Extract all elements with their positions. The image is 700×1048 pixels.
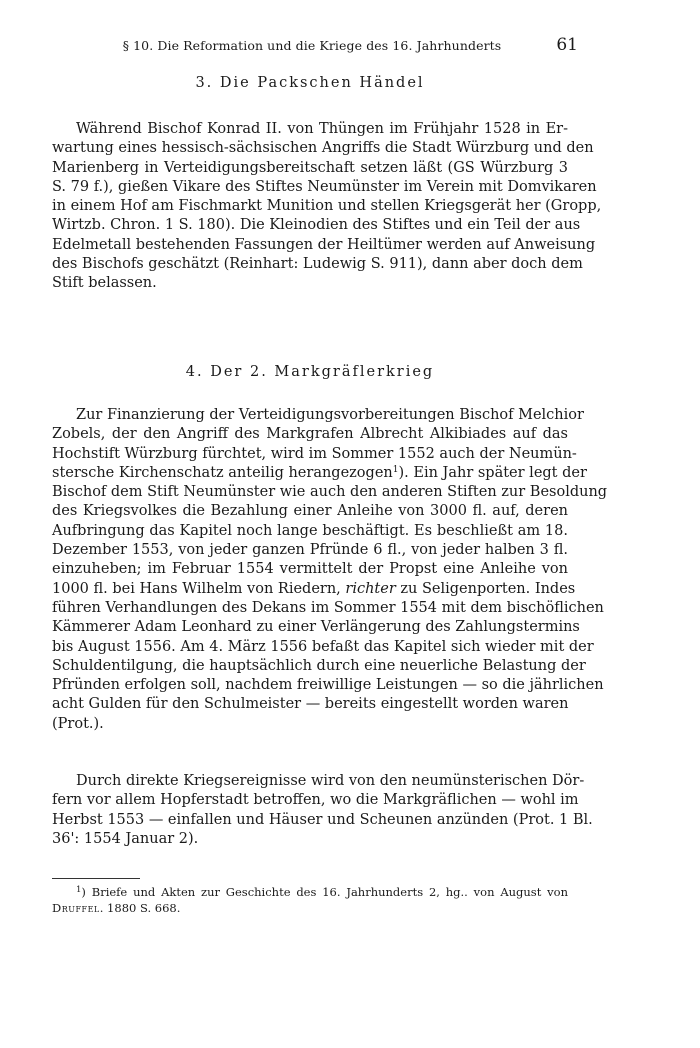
line-text: zu Seligenporten. Indes: [400, 580, 576, 597]
text-line: Marienberg in Verteidigungsbereitschaft setzen läßt (GS Würzburg 3: [52, 159, 568, 176]
text-line: einzuheben; im Februar 1554 vermittelt der Propst eine Anleihe von: [52, 561, 568, 578]
text-line: Kämmerer Adam Leonhard zu einer Verlängerung des Zahlungstermins: [52, 619, 580, 636]
page-number: 61: [556, 35, 578, 55]
text-line: S. 79 f.), gießen Vikare des Stiftes Neumünster im Verein mit Domvikaren: [52, 178, 597, 195]
footnote-author: Druffel: [52, 901, 100, 915]
text-line: in einem Hof am Fischmarkt Munition und stellen Kriegsgerät her (Gropp,: [52, 198, 602, 215]
line-text: stersche Kirchenschatz anteilig herangezogen: [52, 464, 393, 481]
footnote-text: ) Briefe und Akten zur Geschichte des 16. Jahrhunderts 2, hg.. von August von: [81, 885, 568, 899]
text-line: bis August 1556. Am 4. März 1556 befaßt das Kapitel sich wieder mit der: [52, 638, 594, 655]
text-line: des Bischofs geschätzt (Reinhart: Ludewig S. 911), dann aber doch dem: [52, 256, 583, 273]
text-line: Pfründen erfolgen soll, nachdem freiwillige Leistungen — so die jährlichen: [52, 677, 604, 694]
section-heading-3: 3. Die Packschen Händel: [195, 75, 425, 91]
running-title: § 10. Die Reformation und die Kriege des 16. Jahrhunderts: [122, 38, 502, 53]
footnote-divider: [52, 878, 140, 879]
text-line: Zobels, der den Angriff des Markgrafen Albrecht Alkibiades auf das: [52, 426, 568, 443]
footnote-text: . 1880 S. 668.: [99, 901, 181, 915]
section-heading-4: 4. Der 2. Markgräflerkrieg: [185, 364, 435, 380]
text-line: Edelmetall bestehenden Fassungen der Heiltümer werden auf Anweisung: [52, 236, 596, 253]
text-line: Herbst 1553 — einfallen und Häuser und Scheunen anzünden (Prot. 1 Bl.: [52, 811, 593, 828]
text-line: Hochstift Würzburg fürchtet, wird im Sommer 1552 auch der Neumün-: [52, 445, 577, 462]
text-line: führen Verhandlungen des Dekans im Sommer 1554 mit dem bischöflichen: [52, 599, 604, 616]
text-line: Durch direkte Kriegsereignisse wird von den neumünsterischen Dör-: [76, 773, 585, 789]
section-3-paragraph: [52, 120, 602, 294]
text-line: Während Bischof Konrad II. von Thüngen im Frühjahr 1528 in Er-: [76, 121, 568, 137]
line-text: ). Ein Jahr später legt der: [398, 464, 587, 481]
text-line: wartung eines hessisch-sächsischen Angriffs die Stadt Würzburg und den: [52, 140, 594, 157]
text-line: fern vor allem Hopferstadt betroffen, wo die Markgräflichen — wohl im: [52, 792, 579, 809]
text-line: Aufbringung das Kapitel noch lange beschäftigt. Es beschließt am 18.: [52, 522, 568, 539]
footnote-line: [52, 884, 568, 900]
text-line: Stift belassen.: [52, 275, 157, 292]
section-4-paragraph-2: [52, 772, 593, 849]
section-4-paragraph-1: [52, 406, 608, 734]
text-line: Bischof dem Stift Neumünster wie auch den anderen Stiften zur Besoldung: [52, 484, 608, 501]
footnote-line: [52, 900, 568, 916]
text-line: (Prot.).: [52, 715, 104, 732]
text-line: Dezember 1553, von jeder ganzen Pfründe 6 fl., von jeder halben 3 fl.: [52, 542, 568, 559]
text-line-with-italic: [52, 580, 576, 599]
footnote: [52, 884, 568, 916]
italic-term: richter: [345, 580, 396, 597]
text-line: 36': 1554 Januar 2).: [52, 830, 199, 847]
text-line-with-footnote: [52, 464, 587, 483]
text-line: Wirtzb. Chron. 1 S. 180). Die Kleinodien des Stiftes und ein Teil der aus: [52, 217, 581, 234]
text-line: acht Gulden für den Schulmeister — bereits eingestellt worden waren: [52, 696, 569, 713]
text-line: Zur Finanzierung der Verteidigungsvorbereitungen Bischof Melchior: [76, 407, 584, 423]
footnote-reference[interactable]: 1: [392, 464, 399, 475]
line-text: 1000 fl. bei Hans Wilhelm von Riedern,: [52, 580, 341, 597]
running-head: [52, 35, 578, 58]
text-line: Schuldentilgung, die hauptsächlich durch eine neuerliche Belastung der: [52, 657, 586, 674]
footnote-mark: 1: [76, 885, 82, 895]
text-line: des Kriegsvolkes die Bezahlung einer Anleihe von 3000 fl. auf, deren: [52, 503, 568, 520]
